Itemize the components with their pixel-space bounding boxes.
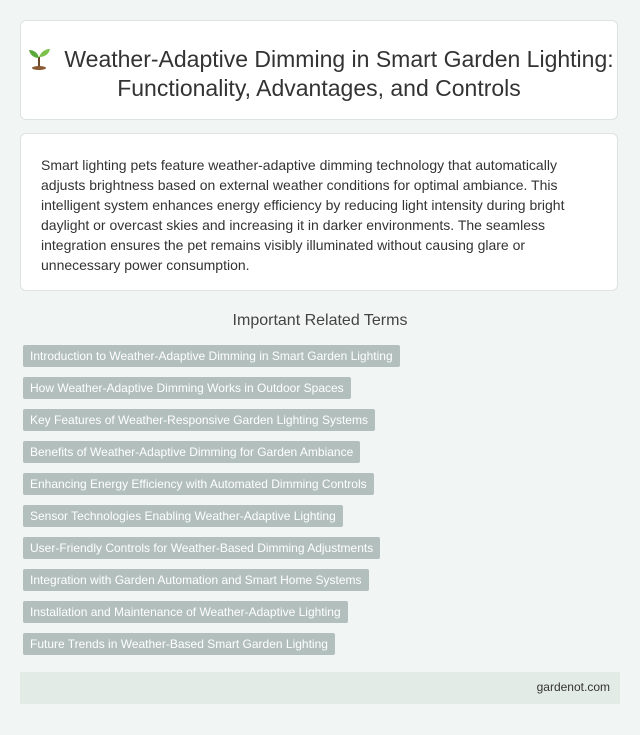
title-card [20,20,618,120]
related-term-link[interactable]: How Weather-Adaptive Dimming Works in Outdoor Spaces [23,377,351,399]
related-term-link[interactable]: Future Trends in Weather-Based Smart Garden Lighting [23,633,335,655]
sprout-icon [24,46,54,70]
intro-paragraph: Smart lighting pets feature weather-adaptive dimming technology that automatically adjusts brightness based on external weather conditions for optimal ambiance. This intelligent system enhances energy efficiency by reducing light intensity during bright daylight or overcast skies and increasing it in darker environments. The seamless integration ensures the pet remains visibly illuminated without causing glare or unnecessary power consumption. [41,157,565,273]
footer-site-link[interactable]: gardenot.com [536,680,610,694]
related-terms-heading: Important Related Terms [232,312,408,329]
related-term-link[interactable]: Benefits of Weather-Adaptive Dimming for Garden Ambiance [23,441,360,463]
related-term-link[interactable]: Installation and Maintenance of Weather-Adaptive Lighting [23,601,348,623]
intro-card [20,133,618,291]
page-title [21,45,617,103]
page-title-text: Weather-Adaptive Dimming in Smart Garden Lighting: Functionality, Advantages, and Controls [64,46,614,101]
related-term-link[interactable]: Key Features of Weather-Responsive Garden Lighting Systems [23,409,375,431]
related-term-link[interactable]: Introduction to Weather-Adaptive Dimming in Smart Garden Lighting [23,345,400,367]
related-term-link[interactable]: Sensor Technologies Enabling Weather-Adaptive Lighting [23,505,343,527]
related-term-link[interactable]: User-Friendly Controls for Weather-Based Dimming Adjustments [23,537,380,559]
footer [20,672,620,704]
related-term-link[interactable]: Integration with Garden Automation and Smart Home Systems [23,569,369,591]
related-term-link[interactable]: Enhancing Energy Efficiency with Automated Dimming Controls [23,473,374,495]
